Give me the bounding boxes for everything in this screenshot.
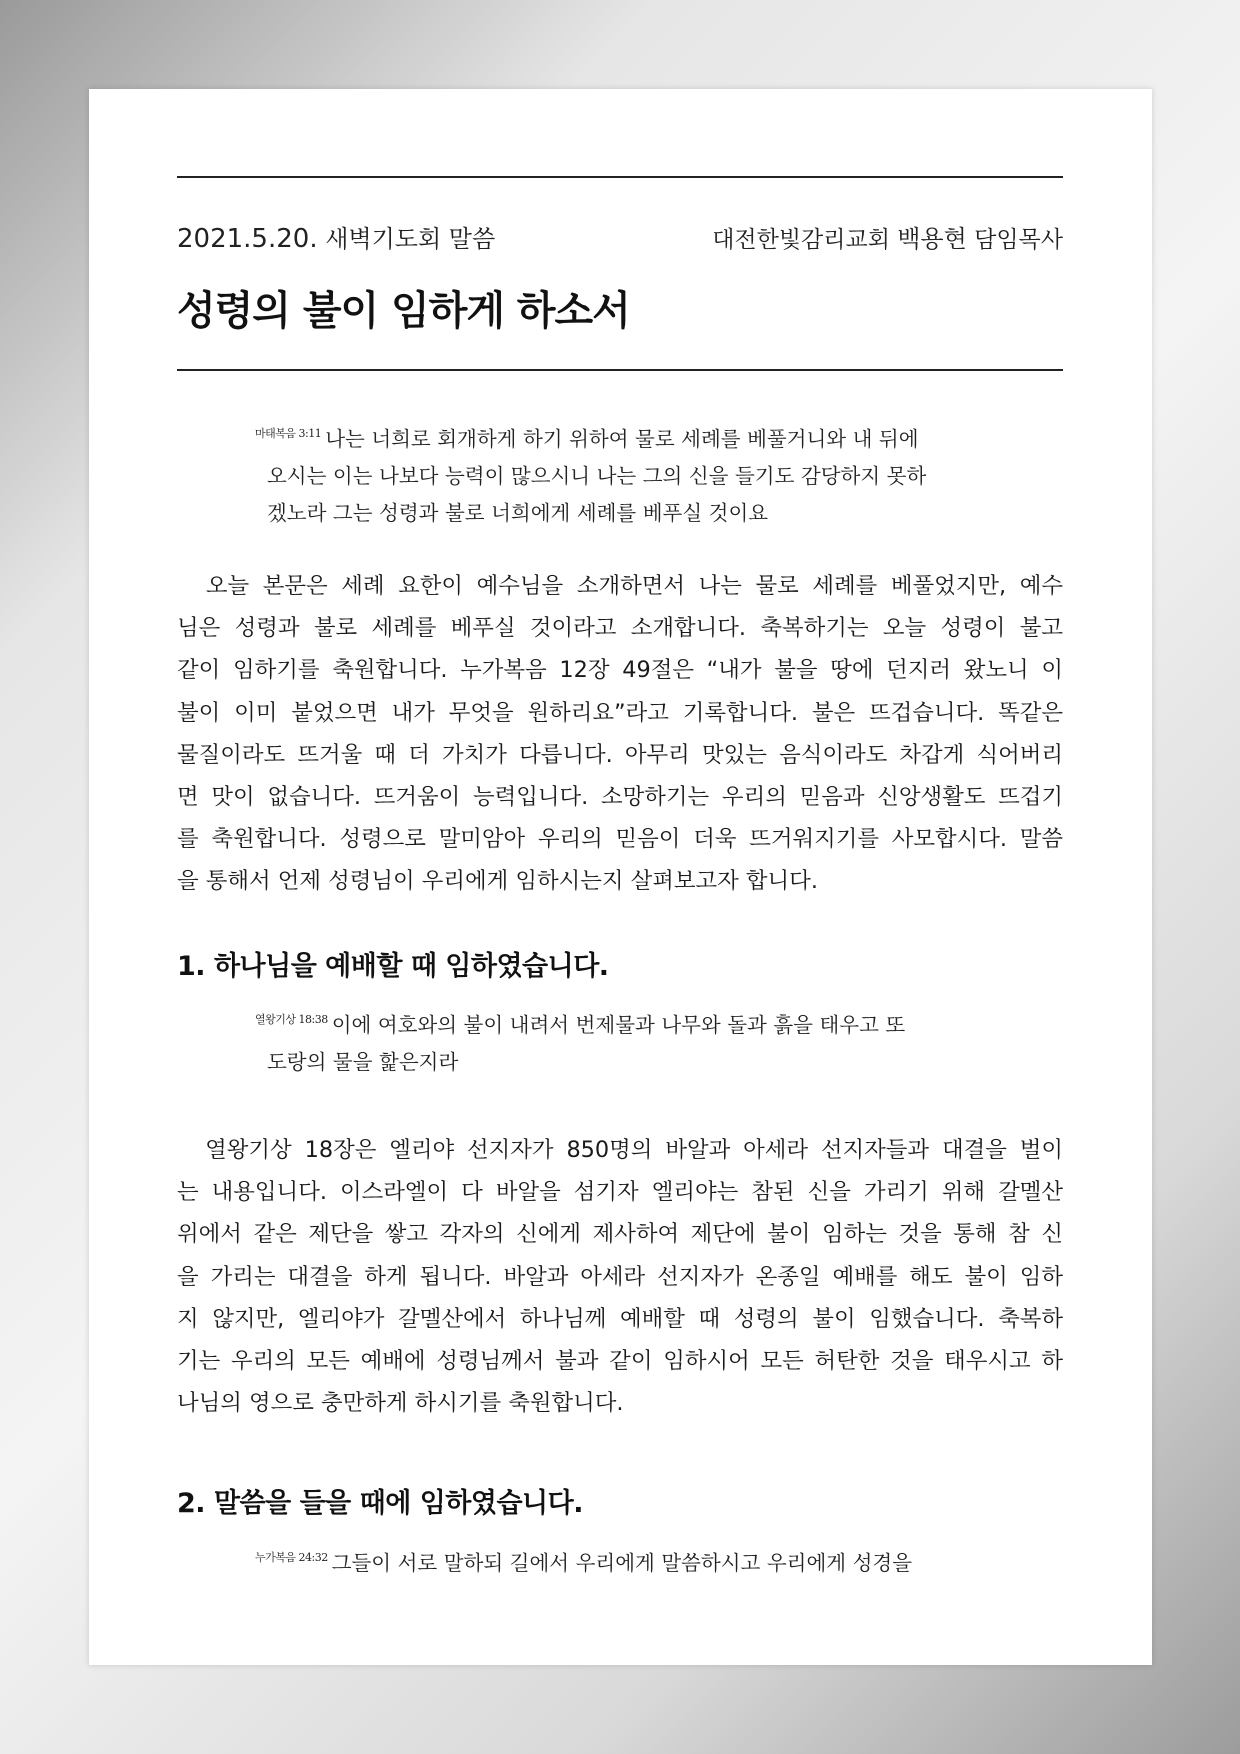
scripture-line: 그들이 서로 말하되 길에서 우리에게 말씀하시고 우리에게 성경을: [331, 1551, 912, 1575]
church-name: 대전한빛감리교회: [712, 227, 890, 253]
paragraph-line: 같이 임하기를 축원합니다. 누가복음 12장 49절은 “내가 불을 땅에 던지러 왔노니 이: [177, 657, 1063, 684]
pastor-role: 담임목사: [974, 227, 1063, 253]
paragraph-line: 열왕기상 18장은 엘리야 선지자가 850명의 바알과 아세라 선지자들과 대결을 벌이: [177, 1137, 1063, 1163]
intro-paragraph: [177, 565, 1063, 903]
paragraph-line: 나님의 영으로 충만하게 하시기를 축원합니다.: [177, 1390, 624, 1417]
paragraph-line: 면 맛이 없습니다. 뜨거움이 능력입니다. 소망하기는 우리의 믿음과 신앙생활도 뜨겁기: [177, 784, 1063, 811]
service-name: 새벽기도회 말씀: [325, 225, 496, 253]
paragraph-line: 는 내용입니다. 이스라엘이 다 바알을 섬기자 엘리야는 참된 신을 가리기 위해 갈멜산: [177, 1179, 1063, 1206]
section-2-scripture: [255, 1539, 985, 1582]
paragraph-line: 기는 우리의 모든 예배에 성령님께서 불과 같이 임하시어 모든 허탄한 것을 태우시고 하: [177, 1348, 1063, 1375]
title-rule: [177, 369, 1063, 371]
scripture-reference: 마태복음 3:11: [255, 427, 322, 440]
section-1-paragraph: [177, 1129, 1063, 1424]
paragraph-line: 불이 이미 붙었으면 내가 무엇을 원하리요”라고 기록합니다. 불은 뜨겁습니다. 똑같은: [177, 699, 1063, 726]
scripture-reference: 누가복음 24:32: [255, 1551, 328, 1564]
paragraph-line: 지 않지만, 엘리야가 갈멜산에서 하나님께 예배할 때 성령의 불이 임했습니다. 축복하: [177, 1305, 1063, 1332]
sermon-title: 성령의 불이 임하게 하소서: [177, 288, 630, 334]
scripture-line: 도랑의 물을 핥은지라: [267, 1050, 459, 1074]
section-heading-2: 2. 말씀을 들을 때에 임하였습니다.: [177, 1488, 583, 1519]
sermon-date: 2021.5.20.: [177, 224, 318, 254]
paragraph-line: 위에서 같은 제단을 쌓고 각자의 신에게 제사하여 제단에 불이 임하는 것을 통해 참 신: [177, 1221, 1063, 1248]
scripture-line: 오시는 이는 나보다 능력이 많으시니 나는 그의 신을 들기도 감당하지 못하: [267, 464, 927, 488]
paragraph-line: 를 축원합니다. 성령으로 말미암아 우리의 믿음이 더욱 뜨거워지기를 사모합시다. 말씀: [177, 826, 1063, 853]
scripture-line: 나는 너희로 회개하게 하기 위하여 물로 세례를 베풀거니와 내 뒤에: [325, 427, 919, 451]
scripture-line: 겠노라 그는 성령과 불로 너희에게 세례를 베푸실 것이요: [267, 501, 769, 525]
main-scripture: [255, 415, 985, 532]
scripture-line: 이에 여호와의 불이 내려서 번제물과 나무와 돌과 흙을 태우고 또: [331, 1013, 906, 1037]
section-heading-1: 1. 하나님을 예배할 때 임하였습니다.: [177, 951, 609, 982]
document-page: [89, 89, 1152, 1665]
paragraph-line: 오늘 본문은 세례 요한이 예수님을 소개하면서 나는 물로 세례를 베풀었지만, 예수: [177, 573, 1063, 599]
paragraph-line: 을 통해서 언제 성령님이 우리에게 임하시는지 살펴보고자 합니다.: [177, 868, 818, 895]
pastor-name: 백용현: [897, 225, 967, 253]
section-1-scripture: [255, 1001, 985, 1081]
header-right: [712, 219, 1063, 254]
top-rule: [177, 176, 1063, 178]
paragraph-line: 님은 성령과 불로 세례를 베푸실 것이라고 소개합니다. 축복하기는 오늘 성령이 불고: [177, 615, 1063, 642]
scripture-reference: 열왕기상 18:38: [255, 1013, 328, 1026]
paragraph-line: 물질이라도 뜨거울 때 더 가치가 다릅니다. 아무리 맛있는 음식이라도 차갑게 식어버리: [177, 741, 1063, 768]
paragraph-line: 을 가리는 대결을 하게 됩니다. 바알과 아세라 선지자가 온종일 예배를 해도 불이 임하: [177, 1263, 1063, 1290]
header-left: [177, 219, 495, 254]
